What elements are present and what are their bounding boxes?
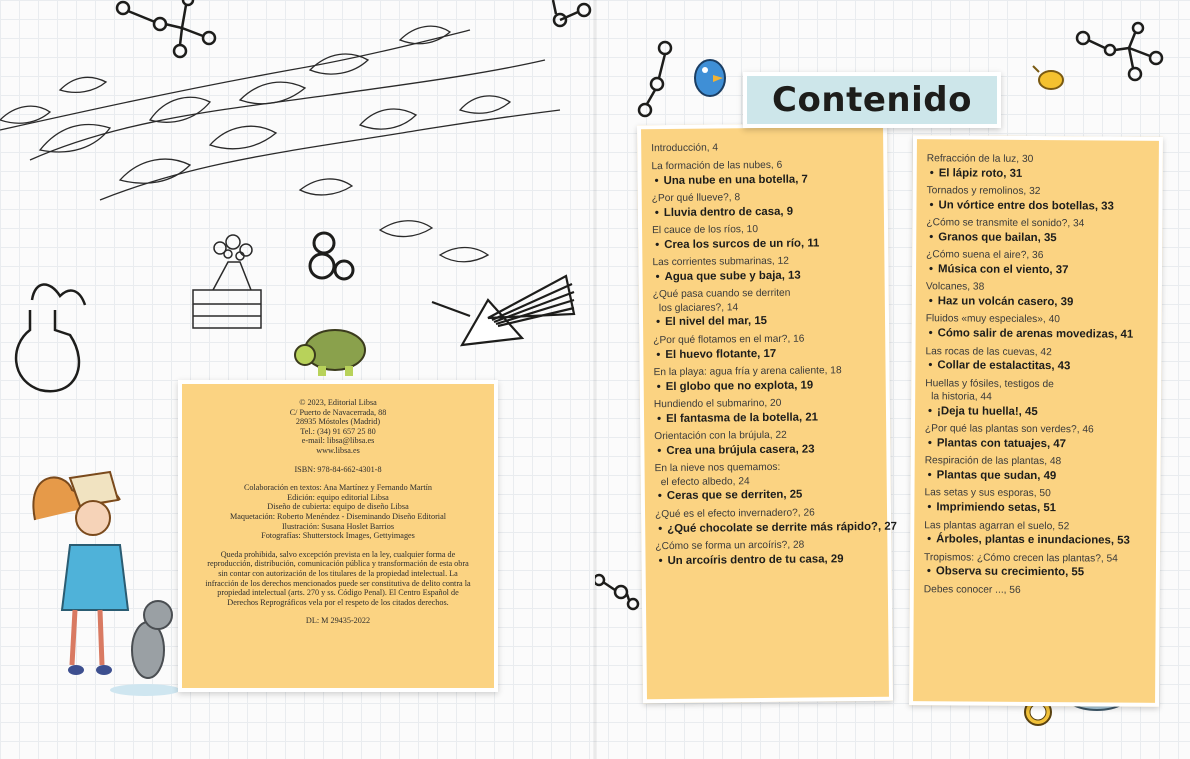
- toc-experiment[interactable]: • Plantas con tatuajes, 47: [925, 436, 1147, 452]
- toc-experiment[interactable]: • Un vórtice entre dos botellas, 33: [926, 198, 1148, 214]
- toc-entry: [655, 460, 877, 503]
- toc-chapter[interactable]: En la nieve nos quemamos:: [654, 462, 781, 475]
- toc-entry: [927, 152, 1149, 181]
- toc-experiment[interactable]: • El lápiz roto, 31: [927, 166, 1149, 182]
- toc-chapter[interactable]: Las plantas agarran el suelo, 52: [924, 519, 1070, 532]
- toc-panel-right: [909, 135, 1163, 707]
- toc-experiment[interactable]: • El fantasma de la botella, 21: [654, 410, 876, 426]
- toc-entry: [655, 538, 877, 568]
- toc-experiment[interactable]: • Collar de estalactitas, 43: [925, 358, 1147, 374]
- molecule-icon: [1077, 23, 1162, 80]
- toc-experiment[interactable]: • El huevo flotante, 17: [653, 345, 875, 361]
- toc-chapter[interactable]: el efecto albedo, 24: [660, 476, 750, 489]
- credits-line: 28935 Móstoles (Madrid): [295, 417, 381, 427]
- credits-line: Colaboración en textos: Ana Martínez y Fernando Martín: [243, 483, 433, 493]
- credits-line: © 2023, Editorial Libsa: [299, 398, 377, 407]
- toc-entry: [924, 519, 1146, 548]
- volcano-icon: [193, 235, 261, 328]
- prism-icon: [432, 276, 574, 345]
- atom-shape-icon: [310, 233, 353, 279]
- toc-chapter[interactable]: ¿Qué pasa cuando se derriten: [652, 288, 791, 301]
- page-title: Contenido: [772, 80, 972, 120]
- toc-entry: [652, 222, 874, 252]
- molecule-icon: [595, 575, 638, 609]
- toc-chapter[interactable]: la historia, 44: [931, 391, 992, 403]
- toc-entry: [651, 158, 873, 188]
- toc-chapter[interactable]: Tropismos: ¿Cómo crecen las plantas?, 54: [924, 551, 1118, 565]
- toc-experiment[interactable]: • Crea una brújula casera, 23: [654, 442, 876, 458]
- toc-entry: [925, 345, 1147, 374]
- toc-entry: [652, 254, 874, 284]
- credits-line: Diseño de cubierta: equipo de diseño Libsa: [267, 502, 409, 512]
- toc-chapter[interactable]: Fluidos «muy especiales», 40: [925, 313, 1060, 326]
- toc-experiment[interactable]: • Una nube en una botella, 7: [651, 171, 873, 187]
- credits-line: e-mail: libsa@libsa.es: [301, 436, 375, 446]
- toc-chapter[interactable]: ¿Qué es el efecto invernadero?, 26: [655, 507, 815, 521]
- toc-entry: [925, 377, 1147, 420]
- toc-entry: [926, 216, 1148, 245]
- toc-entry: [925, 422, 1147, 451]
- toc-chapter[interactable]: ¿Por qué llueve?, 8: [651, 192, 741, 205]
- toc-chapter[interactable]: Huellas y fósiles, testigos de: [925, 377, 1054, 390]
- toc-entry: [924, 583, 1146, 598]
- toc-chapter[interactable]: ¿Por qué flotamos en el mar?, 16: [653, 333, 805, 347]
- toc-chapter[interactable]: El cauce de los ríos, 10: [652, 224, 759, 237]
- toc-experiment[interactable]: • Observa su crecimiento, 55: [924, 564, 1146, 580]
- toc-experiment[interactable]: • Imprimiendo setas, 51: [924, 500, 1146, 516]
- toc-entry: [926, 184, 1148, 213]
- toc-chapter[interactable]: Hundiendo el submarino, 20: [653, 398, 782, 411]
- credits-line: Tel.: (34) 91 657 25 80: [300, 426, 376, 436]
- legal-notice: Queda prohibida, salvo excepción prevista en la ley, cualquier forma de reproducción, distribución, comunicación pública y transformación de esta obra sin contar con autorización de los titulares de la propiedad intelectual. La infracción de los derechos mencionados puede ser constitutiva de delito contra la propiedad intelectual (arts. 270 y ss. Código Penal). El Centro Español de Derechos Reprográficos vela por el respeto de los citados derechos.: [205, 549, 471, 607]
- toc-entry: [651, 140, 873, 156]
- toc-entry: [926, 313, 1148, 342]
- toc-chapter[interactable]: Las setas y sus esporas, 50: [924, 487, 1051, 500]
- toc-chapter[interactable]: ¿Cómo suena el aire?, 36: [926, 249, 1044, 262]
- leaves-branch-icon: [0, 26, 560, 262]
- bird-icon: [1033, 66, 1063, 89]
- toc-experiment[interactable]: • Crea los surcos de un río, 11: [652, 236, 874, 252]
- toc-chapter[interactable]: ¿Por qué las plantas son verdes?, 46: [924, 423, 1094, 436]
- legal-deposit: DL: M 29435-2022: [305, 616, 371, 626]
- toc-experiment[interactable]: • Haz un volcán casero, 39: [926, 294, 1148, 310]
- toc-panel-left: [637, 123, 898, 704]
- molecule-icon: [553, 0, 590, 26]
- toc-experiment[interactable]: • Ceras que se derriten, 25: [655, 487, 877, 503]
- credits-panel: [178, 380, 498, 692]
- isbn: ISBN: 978-84-662-4301-8: [294, 464, 382, 474]
- toc-entry: [924, 551, 1146, 580]
- credits-line: Maquetación: Roberto Menéndez - Diseminando Diseño Editorial: [229, 511, 446, 521]
- toc-chapter[interactable]: Orientación con la brújula, 22: [654, 430, 787, 443]
- molecule-icon: [117, 0, 215, 57]
- toc-experiment[interactable]: • ¿Qué chocolate se derrite más rápido?, 27: [655, 519, 877, 535]
- toc-experiment[interactable]: • El nivel del mar, 15: [653, 313, 875, 329]
- toc-chapter[interactable]: Volcanes, 38: [925, 281, 985, 294]
- toc-entry: [926, 281, 1148, 310]
- toc-experiment[interactable]: • Lluvia dentro de casa, 9: [652, 204, 874, 220]
- toc-chapter[interactable]: La formación de las nubes, 6: [651, 159, 783, 173]
- toc-entry: [653, 286, 875, 329]
- toc-experiment[interactable]: • Agua que sube y baja, 13: [652, 268, 874, 284]
- toc-entry: [653, 332, 875, 362]
- credits-line: Edición: equipo editorial Libsa: [287, 492, 389, 502]
- toc-chapter[interactable]: Las corrientes submarinas, 12: [652, 256, 789, 269]
- toc-entry: [652, 190, 874, 220]
- toc-entry: [654, 364, 876, 394]
- toc-experiment[interactable]: • ¡Deja tu huella!, 45: [925, 404, 1147, 420]
- right-page: [595, 0, 1190, 759]
- credits-line: www.libsa.es: [316, 445, 360, 455]
- toc-entry: [925, 455, 1147, 484]
- toc-entry: [655, 506, 898, 536]
- toc-chapter[interactable]: ¿Cómo se transmite el sonido?, 34: [926, 217, 1085, 230]
- toc-chapter[interactable]: Introducción, 4: [651, 142, 719, 155]
- toc-chapter[interactable]: Tornados y remolinos, 32: [926, 185, 1041, 198]
- toc-chapter[interactable]: los glaciares?, 14: [658, 302, 739, 315]
- toc-chapter[interactable]: ¿Cómo se forma un arcoíris?, 28: [655, 539, 805, 553]
- credits-line: Fotografías: Shutterstock Images, Gettyimages: [261, 531, 415, 541]
- cat-icon: [132, 601, 172, 678]
- contents-title-box: [743, 72, 1001, 128]
- toc-experiment[interactable]: • Granos que bailan, 35: [926, 230, 1148, 246]
- toc-experiment[interactable]: • Cómo salir de arenas movedizas, 41: [926, 326, 1148, 342]
- toc-chapter[interactable]: En la playa: agua fría y arena caliente, 18: [653, 365, 842, 379]
- toc-entry: [654, 396, 876, 426]
- turtle-icon: [295, 330, 365, 376]
- toc-entry: [654, 428, 876, 458]
- toc-chapter[interactable]: Respiración de las plantas, 48: [924, 455, 1062, 468]
- toc-chapter[interactable]: Las rocas de las cuevas, 42: [925, 345, 1052, 358]
- toc-entry: [926, 249, 1148, 278]
- molecule-icon: [639, 42, 671, 116]
- toc-chapter[interactable]: Debes conocer ..., 56: [923, 583, 1021, 596]
- credits-line: Ilustración: Susana Hoslet Barrios: [281, 521, 395, 531]
- flask-icon: [16, 284, 85, 391]
- toc-experiment[interactable]: • Árboles, plantas e inundaciones, 53: [924, 532, 1146, 548]
- bird-icon: [695, 60, 725, 96]
- credits-line: C/ Puerto de Navacerrada, 88: [289, 407, 387, 417]
- toc-experiment[interactable]: • Un arcoíris dentro de tu casa, 29: [655, 551, 877, 567]
- toc-experiment[interactable]: • Música con el viento, 37: [926, 262, 1148, 278]
- toc-experiment[interactable]: • Plantas que sudan, 49: [925, 468, 1147, 484]
- toc-chapter[interactable]: Refracción de la luz, 30: [926, 153, 1034, 165]
- toc-entry: [924, 487, 1146, 516]
- toc-experiment[interactable]: • El globo que no explota, 19: [654, 377, 876, 393]
